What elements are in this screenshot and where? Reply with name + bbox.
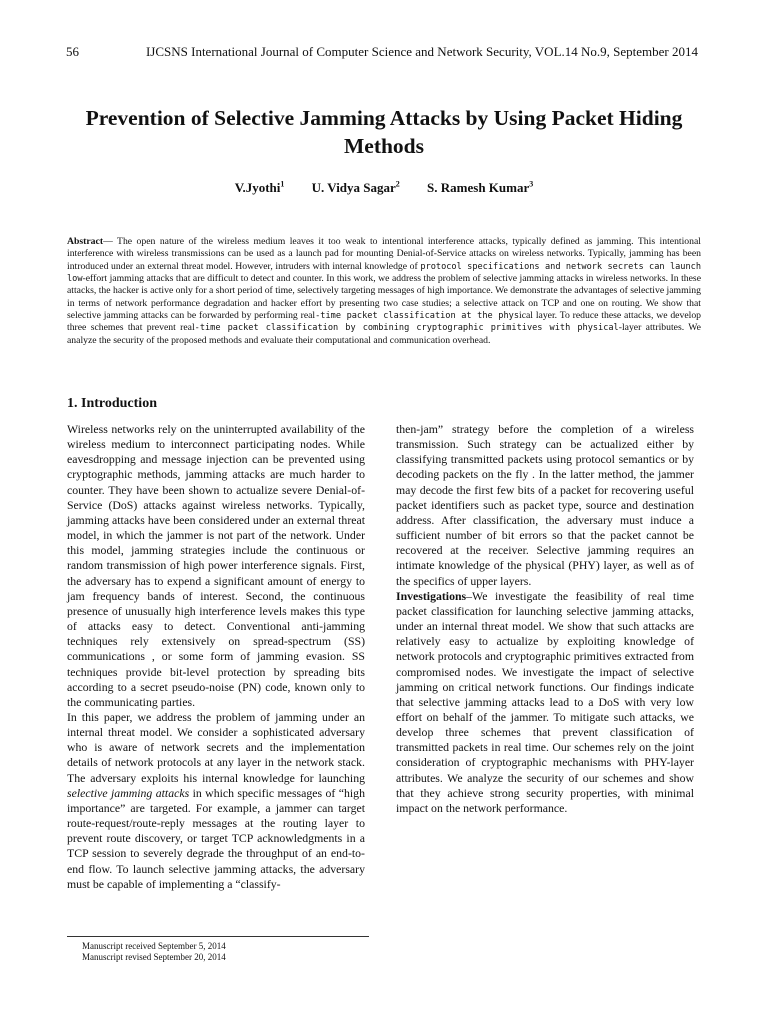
- intro-paragraph-1: Wireless networks rely on the uninterrupted availability of the wireless medium to interconnect participating nodes. While eavesdropping and message injection can be prevented using cryptographic methods, jamming attacks are much harder to counter. They have been shown to actualize severe Denial-of-Service (DoS) attacks against wireless networks. Typically, jamming attacks have been considered under an external threat model, in which the jammer is not part of the network. Under this model, jamming strategies include the continuous or random transmission of high power interference signals. First, the adversary has to expend a significant amount of energy to jam frequency bands of interest. Second, the continuous presence of unusually high interference levels makes this type of attacks easy to detect. Conventional anti-jamming techniques rely extensively on spread-spectrum (SS) communications , or some form of jamming evasion. SS techniques provide bit-level protection by spreading bits according to a secret pseudo-noise (PN) code, known only to the communicating parties.: [67, 422, 365, 709]
- manuscript-revised: Manuscript revised September 20, 2014: [82, 952, 226, 962]
- page-number: 56: [66, 44, 79, 59]
- abstract-text-2: -effort jamming attacks that are difficult to detect and counter. In this work, we address the problem of selective jamming attacks in wireless networks. In these attacks, the hacker is active only for a short period of time, selectively targeting messages of high importance. We demonstrate the advantages of selective jamming in terms of network performance degradation and hacker effort by presenting two case studies; a selective attack on TCP and one on routing. We show that selective jamming attacks can be forwarded by performing real: [67, 273, 701, 322]
- abstract-text-odd-1: protocol specifications and network secrets can launch low: [67, 261, 702, 285]
- left-column: [67, 422, 365, 892]
- abstract-text-odd-2: -time packet classification at the phys: [315, 311, 519, 322]
- investigations-lead: Investigations: [396, 588, 467, 603]
- footnote-rule: [67, 936, 369, 937]
- abstract-text-odd-3: -time packet classification by combining cryptographic primitives with physical: [194, 323, 619, 334]
- intro-paragraph-2: In this paper, we address the problem of jamming under an internal threat model. We consider a sophisticated adversary who is aware of network secrets and the implementation details of network protocols at any layer in the network stack. The adversary exploits his internal knowledge for launching selective jamming attacks in which specific messages of “high importance” are targeted. For example, a jammer can target route-request/route-reply messages at the routing layer to prevent route discovery, or target TCP acknowledgments in a TCP session to severely degrade the throughput of an end-to-end flow. To launch selective jamming attacks, the adversary must be capable of implementing a “classify-: [67, 709, 365, 891]
- abstract-text-1: — The open nature of the wireless medium leaves it too weak to intentional interference attacks, typically defined as jamming. This intentional interference with wireless transmissions can be used as a launch pad for mounting Denial-of-Service attacks on wireless networks. Typically, jamming has been introduced under an external threat model. However, intruders with internal knowledge of: [67, 236, 701, 272]
- manuscript-received: Manuscript received September 5, 2014: [82, 941, 226, 951]
- author-3: S. Ramesh Kumar$^3$: [427, 180, 534, 196]
- paper-title: Prevention of Selective Jamming Attacks by Using Packet Hiding Methods: [85, 106, 683, 158]
- journal-name: IJCSNS International Journal of Computer Science and Network Security, VOL.14 No.9, September 2014: [145, 44, 698, 59]
- author-2: U. Vidya Sagar$^2$: [311, 180, 400, 196]
- emphasis-selective-jamming: selective jamming attacks: [67, 785, 190, 800]
- author-1: V.Jyothi$^1$: [234, 180, 285, 196]
- intro-paragraph-3: then-jam” strategy before the completion of a wireless transmission. Such strategy can be actualized either by classifying transmitted packets using protocol semantics or by decoding packets on the fly . In the latter method, the jammer may decode the first few bits of a packet for recovering useful packet identifiers such as packet type, source and destination address. After classification, the adversary must induce a sufficient number of bit errors so that the packet cannot be recovered at the receiver. Selective jamming requires an intimate knowledge of the physical (PHY) layer, as well as of the specifics of upper layers.: [396, 422, 694, 588]
- abstract-text-4: -layer attributes. We analyze the security of the proposed methods and evaluate their computational and communication overhead.: [67, 322, 701, 346]
- investigations-paragraph: Investigations–We investigate the feasibility of real time packet classification for launching selective jamming attacks, under an internal threat model. We show that such attacks are relatively easy to actualize by exploiting knowledge of network protocols and cryptographic primitives extracted from compromised nodes. We investigate the impact of selective jamming on critical network functions. Our findings indicate that selective jamming attacks lead to a DoS with very low effort on behalf of the jammer. To mitigate such attacks, we develop three schemes that prevent classification of transmitted packets in real time. Our schemes rely on the joint consideration of cryptographic mechanisms with PHY-layer attributes. We analyze the security of our schemes and show that they achieve strong security properties, with minimal impact on the network performance.: [396, 588, 694, 815]
- abstract-text-3: ical layer. To reduce these attacks, we develop three schemes that prevent real: [67, 310, 702, 334]
- footnotes: [82, 941, 226, 963]
- abstract: [67, 236, 701, 347]
- author-list: [0, 180, 768, 196]
- right-column: [396, 422, 694, 816]
- section-heading: 1. Introduction: [67, 396, 157, 411]
- running-header: [66, 44, 698, 60]
- abstract-label: Abstract: [67, 236, 104, 247]
